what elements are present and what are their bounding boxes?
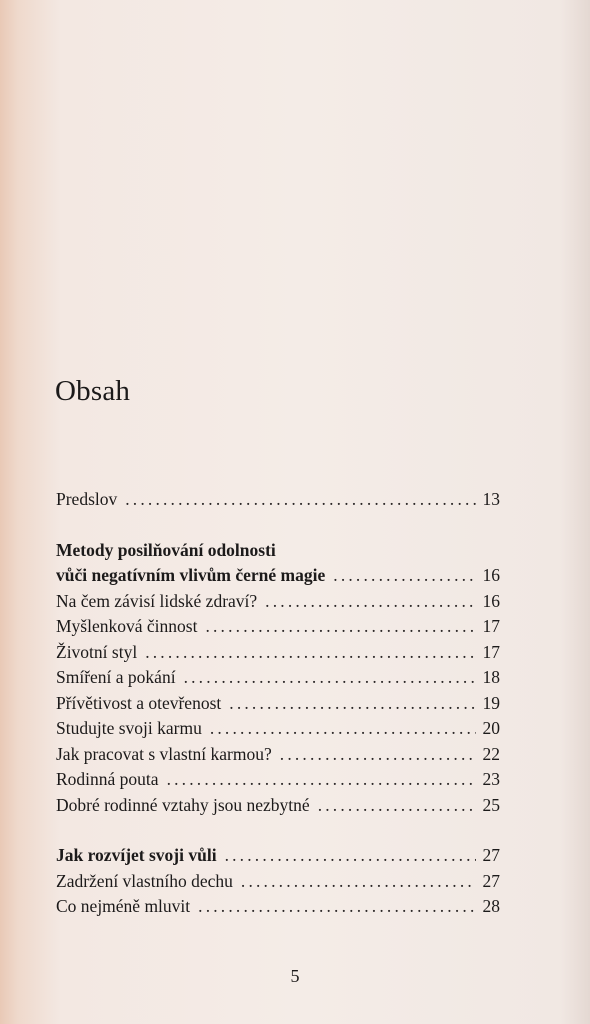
dot-leader	[167, 767, 476, 793]
toc-page-number: 16	[482, 590, 500, 611]
toc-entry	[56, 691, 500, 717]
dot-leader	[241, 869, 476, 895]
toc-page-number: 17	[482, 641, 500, 662]
page-number: 5	[290, 966, 300, 986]
dot-leader	[184, 665, 476, 691]
dot-leader	[265, 589, 476, 615]
dot-leader	[225, 843, 476, 869]
toc-entry-section-2	[56, 843, 500, 869]
toc-entry-label: Predslov	[56, 489, 118, 509]
toc-entry	[56, 767, 500, 793]
dot-leader	[318, 793, 476, 819]
toc-entry	[56, 589, 500, 615]
toc-entry-label: Na čem závisí lidské zdraví?	[56, 590, 258, 611]
toc-page-number: 19	[482, 692, 500, 713]
toc-entry-label: Jak rozvíjet svoji vůli	[56, 845, 217, 865]
toc-page-number: 27	[482, 870, 500, 891]
toc-entry-label: Životní styl	[56, 641, 138, 662]
toc-entry	[56, 894, 500, 920]
toc-page-number: 20	[482, 718, 500, 738]
toc-entry-label: Jak pracovat s vlastní karmou?	[56, 743, 272, 764]
toc-entry-predslov	[56, 487, 500, 513]
toc-page-number: 25	[482, 794, 500, 815]
toc-page-number: 27	[482, 845, 500, 865]
toc-entry-label: Metody posilňování odolnosti	[56, 539, 276, 560]
toc-page-number: 17	[482, 616, 500, 636]
dot-leader	[125, 487, 476, 513]
toc-entry	[56, 869, 500, 895]
toc-entry-label: Studujte svoji karmu	[56, 718, 202, 738]
toc-entry	[56, 793, 500, 819]
dot-leader	[333, 563, 476, 589]
toc-entry	[56, 716, 500, 742]
dot-leader	[198, 894, 476, 920]
dot-leader	[205, 614, 476, 640]
dot-leader	[229, 691, 476, 717]
toc-entry-label: Zadržení vlastního dechu	[56, 870, 233, 891]
toc-entry	[56, 640, 500, 666]
page-title: Obsah	[55, 375, 131, 407]
toc-page-number: 23	[482, 769, 500, 789]
toc-entry-label: Myšlenková činnost	[56, 616, 198, 636]
toc-entry-label: Smíření a pokání	[56, 667, 176, 687]
toc-page-number: 28	[482, 896, 500, 916]
toc-entry-label: Dobré rodinné vztahy jsou nezbytné	[56, 794, 310, 815]
table-of-contents	[56, 487, 500, 920]
toc-entry	[56, 665, 500, 691]
toc-entry	[56, 742, 500, 768]
toc-page-number: 22	[482, 743, 500, 764]
dot-leader	[210, 716, 476, 742]
dot-leader	[280, 742, 476, 768]
toc-entry-label: vůči negatívním vlivům černé magie	[56, 565, 326, 585]
toc-entry-label: Co nejméně mluvit	[56, 896, 191, 916]
toc-page-number: 18	[482, 667, 500, 687]
toc-entry-section-1	[56, 563, 500, 589]
toc-entry-label: Rodinná pouta	[56, 769, 159, 789]
toc-entry	[56, 614, 500, 640]
dot-leader	[145, 640, 476, 666]
toc-page-number: 13	[482, 489, 500, 509]
toc-page-number: 16	[482, 565, 500, 585]
toc-entry-label: Přívětivost a otevřenost	[56, 692, 222, 713]
toc-section-heading	[56, 538, 500, 564]
